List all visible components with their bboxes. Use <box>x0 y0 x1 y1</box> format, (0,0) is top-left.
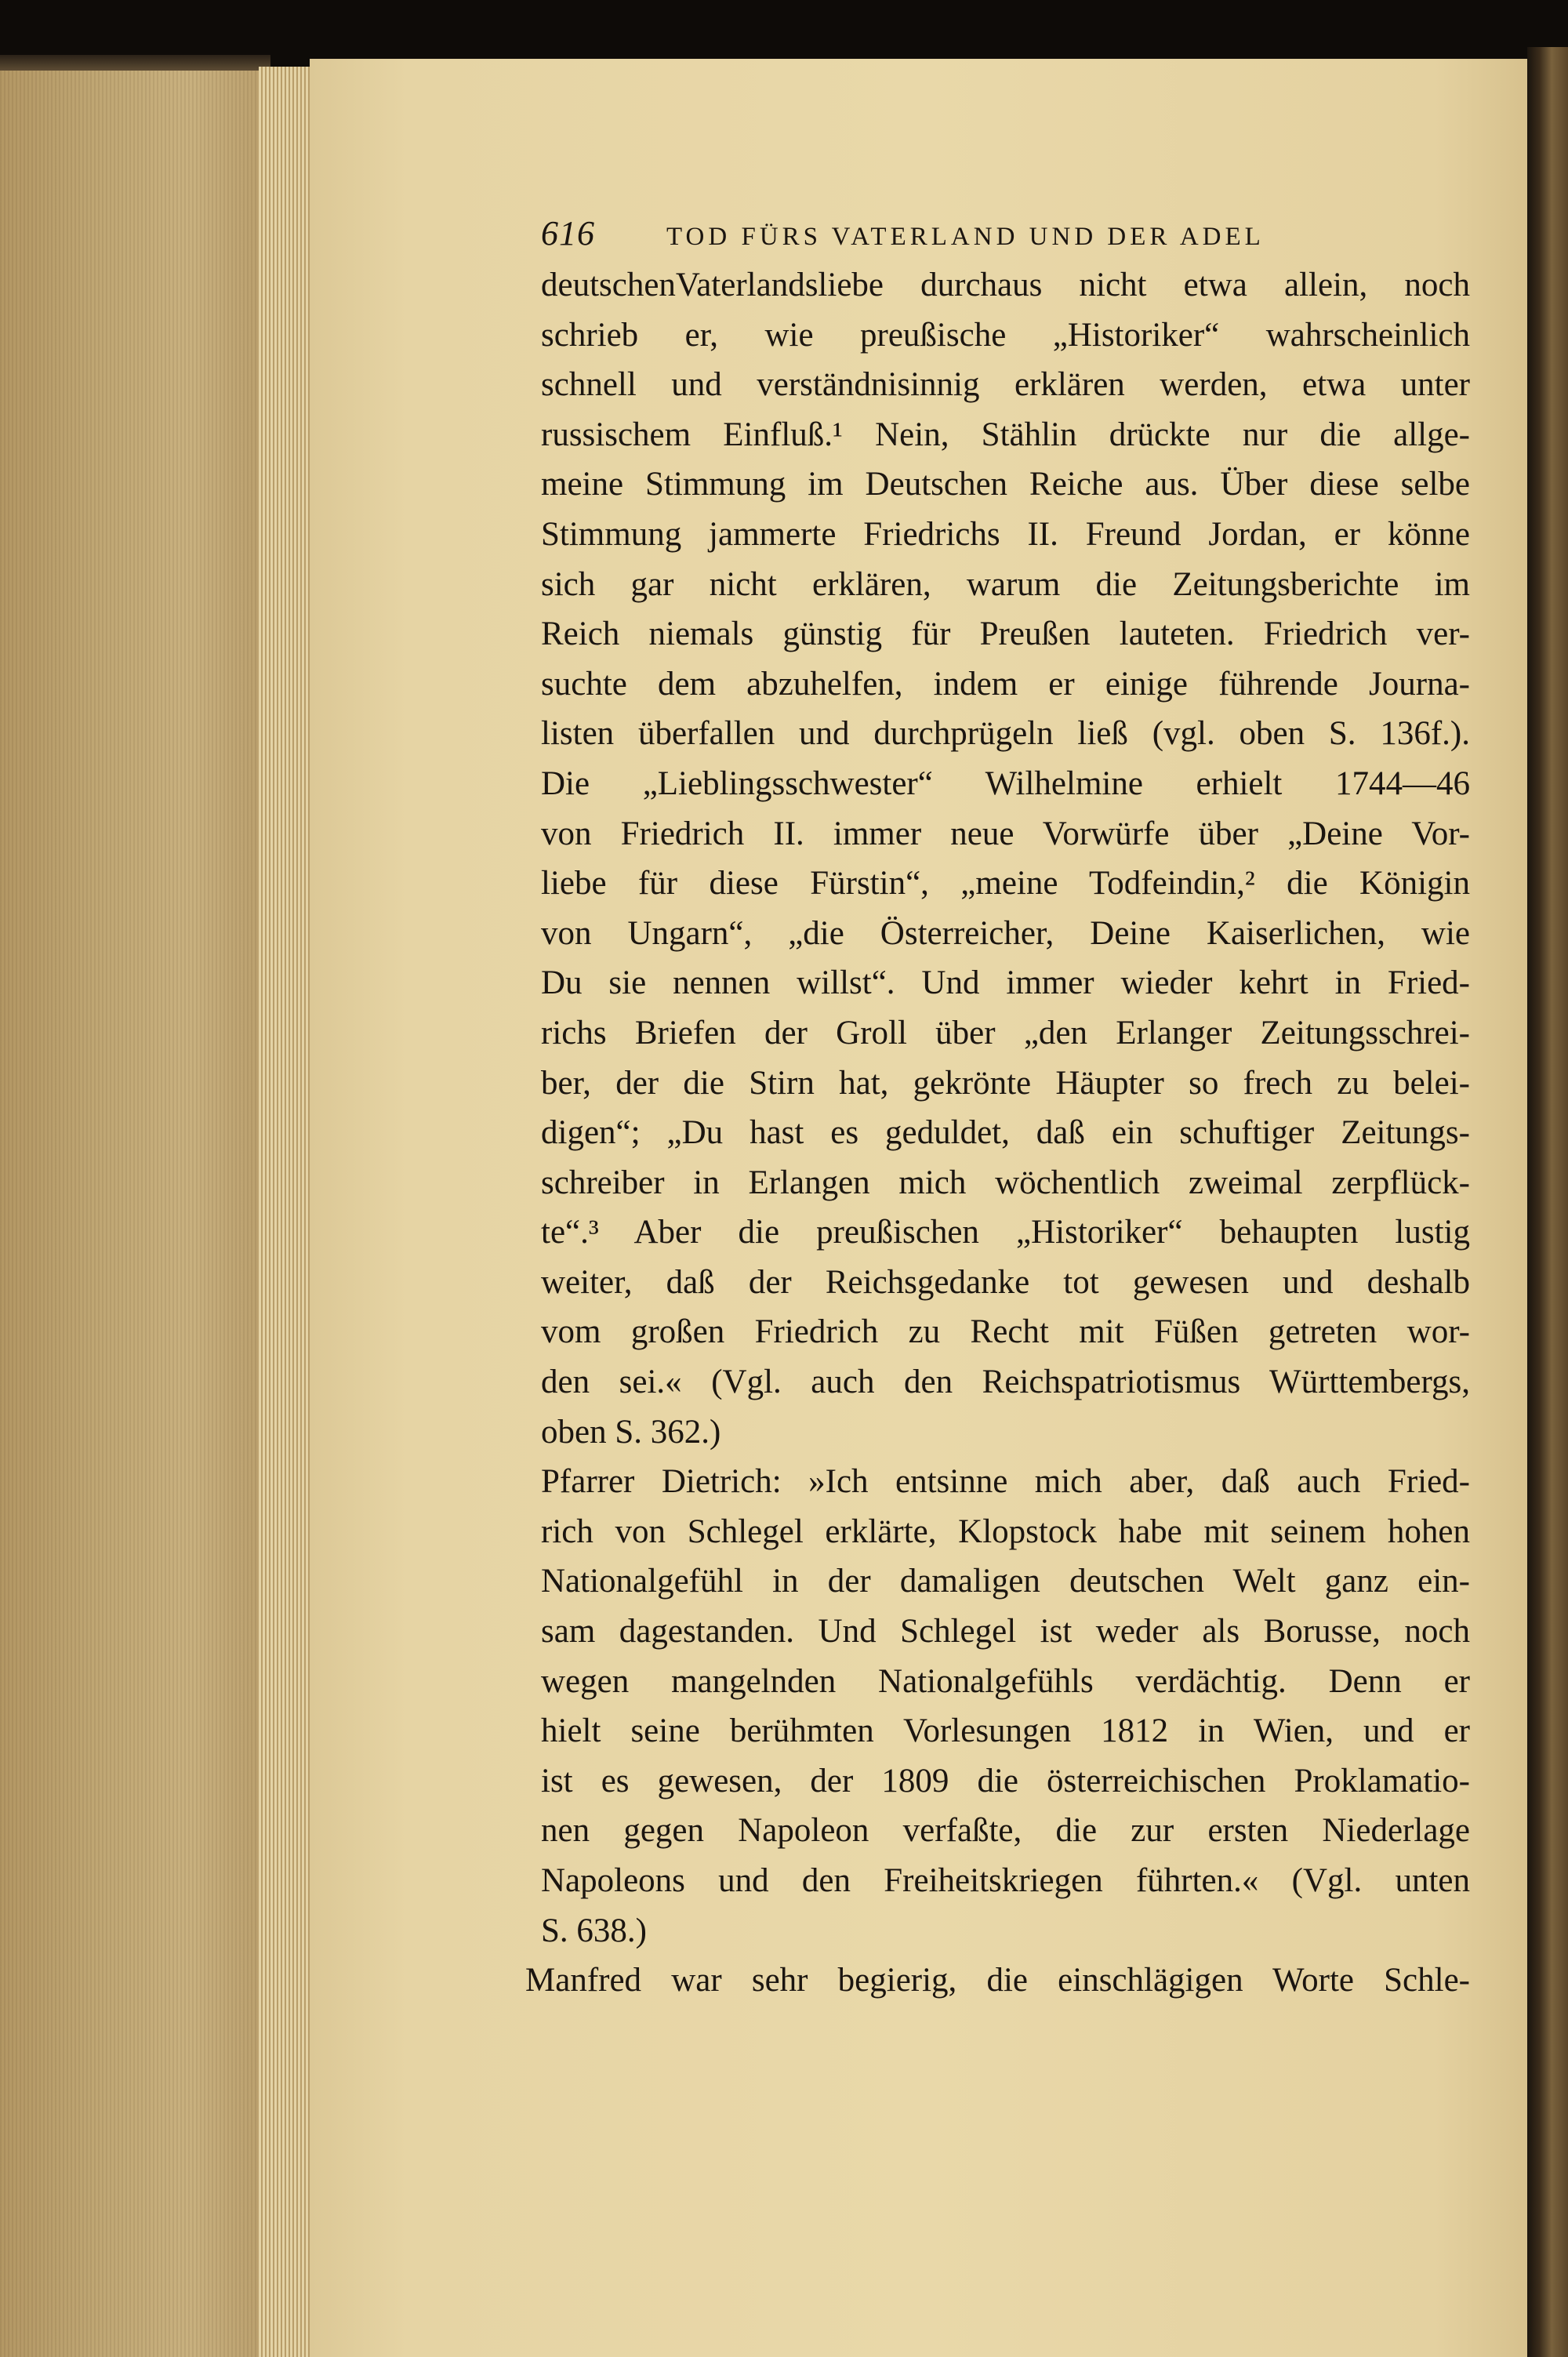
background-shadow <box>259 0 1568 67</box>
text-line: meine Stimmung im Deutschen Reiche aus. Über diese selbe <box>541 466 1470 503</box>
text-line: Reich niemals günstig für Preußen lauteten. Friedrich ver- <box>541 616 1470 653</box>
text-line: Napoleons und den Freiheitskriegen führten.« (Vgl. unten <box>541 1862 1470 1899</box>
text-line: digen“; „Du hast es geduldet, daß ein schuftiger Zeitungs- <box>541 1114 1470 1152</box>
text-line: rich von Schlegel erklärte, Klopstock habe mit seinem hohen <box>541 1513 1470 1550</box>
text-line: den sei.« (Vgl. auch den Reichspatriotismus Württembergs, <box>541 1364 1470 1401</box>
text-line: listen überfallen und durchprügeln ließ (vgl. oben S. 136f.). <box>541 715 1470 753</box>
text-line: Manfred war sehr begierig, die einschlägigen Worte Schle- <box>525 1962 1470 1999</box>
text-line: hielt seine berühmten Vorlesungen 1812 in Wien, und er <box>541 1712 1470 1750</box>
right-gutter <box>1527 47 1568 2357</box>
text-line: S. 638.) <box>541 1912 647 1949</box>
text-line: russischem Einfluß.¹ Nein, Stählin drückte nur die allge- <box>541 416 1470 453</box>
leaf-stack-edge <box>259 67 314 2357</box>
body-text <box>525 260 1470 2006</box>
text-line: sam dagestanden. Und Schlegel ist weder als Borusse, noch <box>541 1613 1470 1651</box>
text-line: schreiber in Erlangen mich wöchentlich zweimal zerpflück- <box>541 1164 1470 1201</box>
text-line: nen gegen Napoleon verfaßte, die zur ersten Niederlage <box>541 1812 1470 1850</box>
text-line: weiter, daß der Reichsgedanke tot gewesen und deshalb <box>541 1263 1470 1301</box>
text-line: suchte dem abzuhelfen, indem er einige führende Journa- <box>541 665 1470 703</box>
text-line: ist es gewesen, der 1809 die österreichischen Proklamatio- <box>541 1762 1470 1800</box>
text-line: von Friedrich II. immer neue Vorwürfe über „Deine Vor- <box>541 815 1470 852</box>
text-line: te“.³ Aber die preußischen „Historiker“ behaupten lustig <box>541 1214 1470 1251</box>
running-head <box>541 213 1470 260</box>
page-block-edge <box>0 71 270 2357</box>
running-title: TOD FÜRS VATERLAND UND DER ADEL <box>666 223 1265 251</box>
text-line: Du sie nennen willst“. Und immer wieder kehrt in Fried- <box>541 964 1470 1002</box>
text-line: Die „Lieblingsschwester“ Wilhelmine erhielt 1744—46 <box>541 764 1470 802</box>
text-line: ber, der die Stirn hat, gekrönte Häupter so frech zu belei- <box>541 1064 1470 1102</box>
text-line: liebe für diese Fürstin“, „meine Todfeindin,² die Königin <box>541 865 1470 902</box>
text-line: wegen mangelnden Nationalgefühls verdächtig. Denn er <box>541 1662 1470 1700</box>
text-line: von Ungarn“, „die Österreicher, Deine Kaiserlichen, wie <box>541 914 1470 952</box>
text-line: Stimmung jammerte Friedrichs II. Freund Jordan, er könne <box>541 515 1470 553</box>
text-line: oben S. 362.) <box>541 1413 721 1451</box>
text-line: sich gar nicht erklären, warum die Zeitungsberichte im <box>541 565 1470 603</box>
text-line: vom großen Friedrich zu Recht mit Füßen getreten wor- <box>541 1313 1470 1351</box>
text-line: schrieb er, wie preußische „Historiker“ wahrscheinlich <box>541 316 1470 354</box>
page-text <box>525 213 1470 2006</box>
text-line: deutschenVaterlandsliebe durchaus nicht etwa allein, noch <box>541 267 1470 303</box>
text-line: Nationalgefühl in der damaligen deutschen Welt ganz ein- <box>541 1563 1470 1600</box>
text-line: Pfarrer Dietrich: »Ich entsinne mich aber, daß auch Fried- <box>541 1463 1470 1501</box>
text-line: richs Briefen der Groll über „den Erlanger Zeitungsschrei- <box>541 1014 1470 1051</box>
text-line: schnell und verständnisinnig erklären werden, etwa unter <box>541 366 1470 404</box>
page-number: 616 <box>541 214 595 252</box>
